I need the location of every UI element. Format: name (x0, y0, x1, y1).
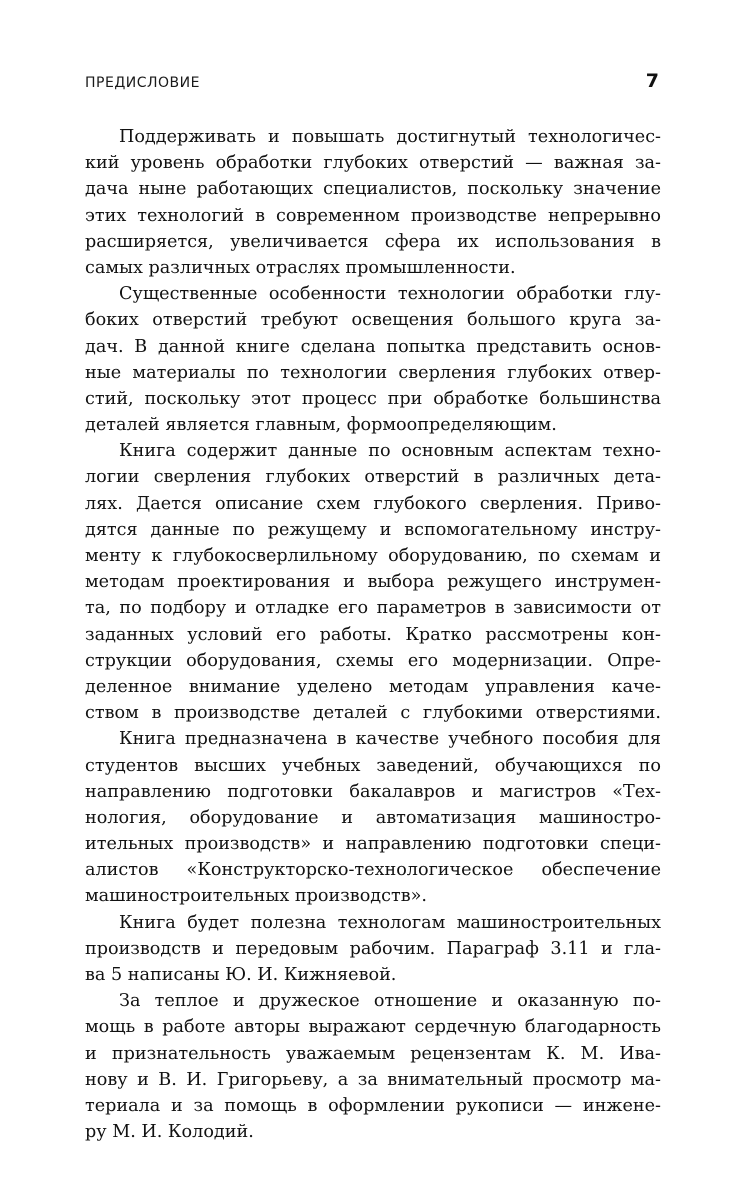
text-line: этих технологий в современном производстве непрерывно (85, 205, 661, 226)
text-line: дач. В данной книге сделана попытка представить основ- (85, 336, 661, 357)
text-line: методам проектирования и выбора режущего инструмен- (85, 572, 661, 593)
text-line: кий уровень обработки глубоких отверстий — важная за- (85, 153, 661, 174)
text-line: расширяется, увеличивается сфера их использования в (85, 231, 661, 252)
text-line: заданных условий его работы. Кратко рассмотрены кон- (85, 624, 661, 645)
paragraph-4 (85, 726, 661, 909)
paragraph-2 (85, 281, 661, 438)
text-line: лях. Дается описание схем глубокого сверления. Приво- (85, 493, 661, 514)
text-line: Книга предназначена в качестве учебного пособия для (119, 729, 661, 750)
paragraph-1 (85, 124, 661, 281)
text-line: ные материалы по технологии сверления глубоких отвер- (85, 362, 661, 383)
text-line: самых различных отраслях промышленности. (85, 257, 516, 278)
text-line: направлению подготовки бакалавров и магистров «Тех- (85, 781, 661, 802)
text-line: алистов «Конструкторско-технологическое обеспечение (85, 860, 661, 881)
text-line: За теплое и дружеское отношение и оказанную по- (119, 991, 661, 1012)
text-line: нову и В. И. Григорьеву, а за внимательный просмотр ма- (85, 1069, 661, 1090)
text-line: ительных производств» и направлению подготовки специ- (85, 834, 661, 855)
text-line: деленное внимание уделено методам управления каче- (85, 676, 661, 697)
text-line: менту к глубокосверлильному оборудованию, по схемам и (85, 546, 661, 566)
text-line: дятся данные по режущему и вспомогательному инстру- (85, 519, 661, 540)
text-line: Книга содержит данные по основным аспектам техно- (119, 441, 661, 462)
text-line: струкции оборудования, схемы его модернизации. Опре- (85, 650, 661, 671)
text-line: Существенные особенности технологии обработки глу- (119, 284, 661, 305)
text-line: Книга будет полезна технологам машиностроительных (119, 912, 661, 933)
body-text (85, 124, 661, 1145)
text-line: та, по подбору и отладке его параметров в зависимости от (85, 598, 661, 619)
text-line: ва 5 написаны Ю. И. Кижняевой. (85, 965, 397, 985)
text-line: производств и передовым рабочим. Параграф 3.11 и гла- (85, 938, 661, 959)
text-line: мощь в работе авторы выражают сердечную благодарность (85, 1017, 661, 1038)
text-line: стий, поскольку этот процесс при обработке большинства (85, 388, 661, 409)
running-head-title: ПРЕДИСЛОВИЕ (85, 75, 200, 91)
paragraph-5 (85, 910, 661, 989)
page-number: 7 (645, 70, 659, 92)
text-line: териала и за помощь в оформлении рукописи — инжене- (85, 1095, 661, 1116)
text-line: ством в производстве деталей с глубокими отверстиями. (85, 703, 661, 724)
text-line: и признательность уважаемым рецензентам К. М. Ива- (85, 1043, 661, 1064)
text-line: логии сверления глубоких отверстий в различных дета- (85, 467, 661, 488)
text-line: деталей является главным, формоопределяющим. (85, 415, 557, 436)
text-line: Поддерживать и повышать достигнутый технологичес- (119, 127, 661, 147)
paragraph-3 (85, 438, 661, 726)
text-line: машиностроительных производств». (85, 886, 427, 907)
text-line: нология, оборудование и автоматизация машиностро- (85, 807, 661, 828)
text-line: ру М. И. Колодий. (85, 1122, 254, 1143)
text-line: дача ныне работающих специалистов, поскольку значение (85, 179, 661, 200)
paragraph-6 (85, 988, 661, 1145)
text-line: студентов высших учебных заведений, обучающихся по (85, 755, 661, 776)
text-line: боких отверстий требуют освещения большого круга за- (85, 310, 661, 331)
